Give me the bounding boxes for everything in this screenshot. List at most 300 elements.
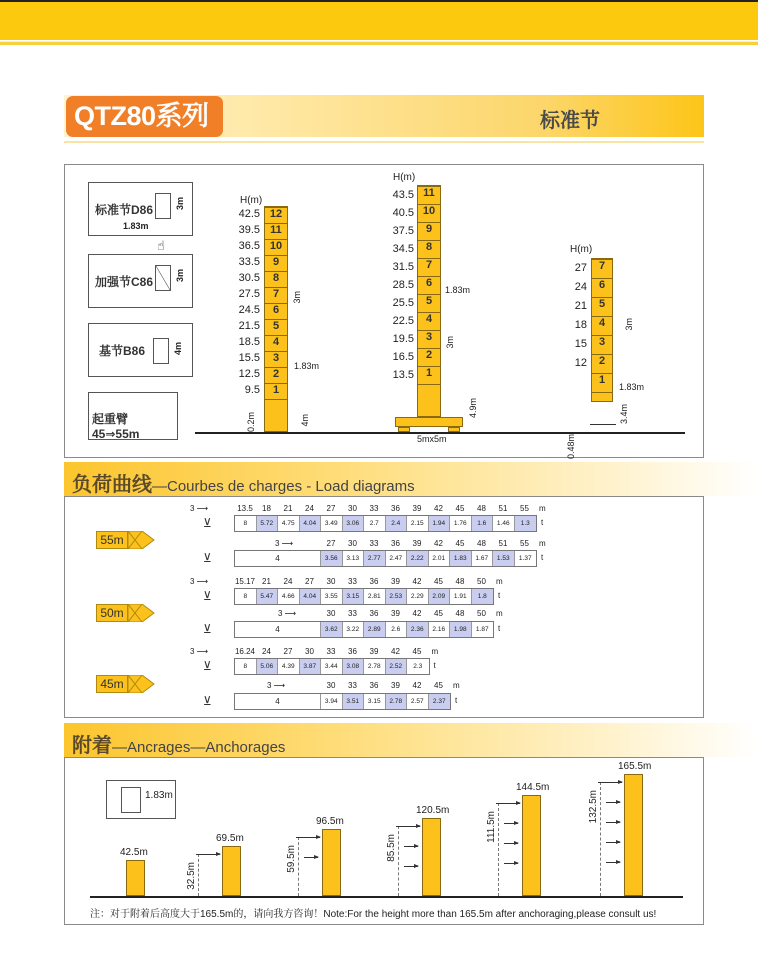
tower-segment: 5 bbox=[418, 294, 440, 312]
height-label: 27.5 bbox=[238, 288, 260, 300]
load-title-en: —Courbes de charges - Load diagrams bbox=[152, 478, 415, 495]
anchor-tower bbox=[522, 795, 541, 896]
legend-label: 加强节C86 bbox=[95, 275, 154, 289]
boom-length: 50m bbox=[96, 604, 128, 622]
load-cell: 2.01 bbox=[429, 551, 451, 566]
tower-base-segment bbox=[418, 384, 440, 418]
load-cell: 3.15 bbox=[364, 694, 386, 709]
legend-base-section bbox=[88, 323, 193, 377]
load-cell: 2.29 bbox=[407, 589, 429, 604]
unit-t: t bbox=[433, 661, 436, 670]
radius-start: 3 ⟶ bbox=[267, 681, 286, 690]
dim-section: 3m bbox=[445, 336, 455, 349]
anchor-tower bbox=[624, 774, 643, 896]
radius-value: 33 bbox=[369, 539, 379, 548]
tower-segment: 8 bbox=[265, 271, 287, 287]
unit-t: t bbox=[498, 624, 501, 633]
footnote: 注：对于附着后高度大于165.5m的，请向我方咨询！Note:For the height more than 165.5m after anchoraging,please consult us! bbox=[90, 909, 657, 920]
load-cell: 2.52 bbox=[386, 659, 408, 674]
dim-width: 1.83m bbox=[445, 285, 471, 295]
radius-value: 16.24 bbox=[234, 647, 256, 656]
radius-value: 42 bbox=[412, 681, 422, 690]
dim-width: 1.83m bbox=[619, 382, 645, 392]
chassis-wheel-right bbox=[448, 427, 460, 432]
radius-value: 21 bbox=[283, 504, 293, 513]
anchor-tower bbox=[322, 829, 341, 896]
tower-embedded bbox=[591, 258, 613, 402]
anchor-arrow-icon bbox=[496, 803, 520, 804]
anchor-legend bbox=[106, 780, 176, 819]
tower-base-segment bbox=[265, 399, 287, 433]
radius-value: 15.17 bbox=[234, 577, 256, 586]
tower-segment: 6 bbox=[265, 303, 287, 319]
legend-reinforced-section bbox=[88, 254, 193, 308]
height-label: 16.5 bbox=[392, 351, 414, 363]
load-cell: 4 bbox=[235, 622, 321, 637]
height-label: 9.5 bbox=[244, 384, 260, 396]
load-diagram-header bbox=[64, 462, 758, 496]
legend-label: 基节B86 bbox=[99, 344, 146, 358]
height-label: 13.5 bbox=[392, 369, 414, 381]
anchor-arrow-icon bbox=[606, 862, 620, 863]
load-table-50m-4fall bbox=[234, 588, 494, 605]
boom-tag-arrow-icon bbox=[128, 604, 156, 622]
radius-start-value: 3 bbox=[278, 609, 283, 618]
load-cell: 3.15 bbox=[343, 589, 365, 604]
radius-value: 27 bbox=[326, 539, 336, 548]
tower-segment: 5 bbox=[592, 297, 612, 316]
dim-base: 4m bbox=[300, 414, 310, 427]
load-cell: 4.75 bbox=[278, 516, 300, 531]
load-cell: 2.78 bbox=[364, 659, 386, 674]
load-cell: 1.46 bbox=[493, 516, 515, 531]
anchor-arrow-icon bbox=[504, 823, 518, 824]
height-label: 37.5 bbox=[392, 225, 414, 237]
anchor-arrow-icon bbox=[606, 802, 620, 803]
height-label: 36.5 bbox=[238, 240, 260, 252]
tower-segment: 4 bbox=[418, 312, 440, 330]
radius-value: 39 bbox=[369, 647, 379, 656]
load-cell: 2.09 bbox=[429, 589, 451, 604]
load-cell: 1.8 bbox=[472, 589, 494, 604]
radius-value: 27 bbox=[305, 577, 314, 586]
anchor-arrow-icon bbox=[396, 826, 420, 827]
radius-value: 30 bbox=[305, 647, 314, 656]
radius-value: 45 bbox=[434, 577, 443, 586]
radius-value: 39 bbox=[412, 504, 422, 513]
load-cell: 1.98 bbox=[450, 622, 472, 637]
radius-value: 33 bbox=[348, 577, 357, 586]
radius-start-value: 3 bbox=[190, 577, 195, 586]
tower-segment: 5 bbox=[265, 319, 287, 335]
radius-start-value: 3 bbox=[267, 681, 272, 690]
load-cell: 4 bbox=[235, 551, 321, 566]
load-cell: 2.53 bbox=[386, 589, 408, 604]
legend-standard-section bbox=[88, 182, 193, 236]
tower-segment: 10 bbox=[418, 204, 440, 222]
load-cell: 2.16 bbox=[429, 622, 451, 637]
tower-segment: 3 bbox=[265, 351, 287, 367]
dim-section: 3m bbox=[292, 291, 302, 304]
anchorage-header bbox=[64, 723, 758, 757]
section-shape bbox=[155, 265, 171, 291]
height-label: 15 bbox=[574, 338, 587, 350]
anchor-arrow-icon bbox=[606, 842, 620, 843]
anchor-arrow-icon bbox=[598, 782, 622, 783]
load-cell: 2.22 bbox=[407, 551, 429, 566]
radius-value: 45 bbox=[412, 647, 422, 656]
radius-start-value: 3 bbox=[275, 539, 280, 548]
load-cell: 1.67 bbox=[472, 551, 494, 566]
dim-height: 3m bbox=[175, 197, 185, 211]
radius-value: 39 bbox=[391, 577, 400, 586]
radius-start: 3 ⟶ bbox=[190, 647, 209, 656]
radius-value: 30 bbox=[348, 539, 357, 548]
unit-t: t bbox=[541, 518, 544, 527]
load-table-50m-2fall bbox=[234, 621, 494, 638]
two-fall-hook-icon: ⊻ bbox=[203, 551, 212, 565]
load-table-55m-4fall bbox=[234, 515, 537, 532]
radius-start-value: 3 bbox=[190, 504, 195, 513]
tower-segment: 3 bbox=[592, 335, 612, 354]
radius-value: 48 bbox=[455, 577, 465, 586]
load-cell: 3.22 bbox=[343, 622, 365, 637]
radius-value: 51 bbox=[498, 504, 508, 513]
load-cell: 3.08 bbox=[343, 659, 365, 674]
dim-base: 3.4m bbox=[619, 404, 629, 425]
anchor-arrow-icon bbox=[304, 857, 318, 858]
four-fall-hook-icon: ⊻ bbox=[203, 659, 212, 673]
radius-value: 42 bbox=[434, 539, 443, 548]
dim-offset: 0.2m bbox=[246, 412, 256, 433]
radius-value: 45 bbox=[434, 609, 443, 618]
top-banner-rule bbox=[0, 41, 758, 45]
height-label: 28.5 bbox=[392, 279, 414, 291]
load-cell: 2.78 bbox=[386, 694, 408, 709]
anchor-span-label: 32.5m bbox=[186, 862, 197, 890]
radius-value: 50 bbox=[477, 577, 486, 586]
load-cell: 2.3 bbox=[407, 659, 429, 674]
load-cell: 3.06 bbox=[343, 516, 365, 531]
unit-t: t bbox=[541, 553, 544, 562]
radius-value: 36 bbox=[369, 681, 379, 690]
radius-value: 42 bbox=[412, 577, 422, 586]
tower-segment: 4 bbox=[265, 335, 287, 351]
radius-value: 30 bbox=[326, 609, 336, 618]
anchor-ground-line bbox=[90, 896, 683, 898]
load-cell: 2.6 bbox=[386, 622, 408, 637]
load-cell: 2.15 bbox=[407, 516, 429, 531]
tower-segment: 1 bbox=[265, 383, 287, 399]
height-label: 39.5 bbox=[238, 224, 260, 236]
radius-value: 51 bbox=[498, 539, 508, 548]
load-cell: 4 bbox=[235, 694, 321, 709]
unit-m: m bbox=[539, 539, 546, 548]
chassis-base bbox=[395, 417, 463, 427]
tower-segment: 3 bbox=[418, 330, 440, 348]
radius-value: 33 bbox=[348, 681, 357, 690]
load-cell: 4.04 bbox=[300, 589, 322, 604]
anchor-arrow-icon bbox=[606, 822, 620, 823]
dim-footprint: 5mx5m bbox=[417, 434, 447, 444]
height-label: 34.5 bbox=[392, 243, 414, 255]
tower-height-label: 165.5m bbox=[618, 761, 652, 772]
load-cell: 8 bbox=[235, 659, 257, 674]
load-cell: 2.4 bbox=[386, 516, 408, 531]
anchor-tower bbox=[422, 818, 441, 896]
load-cell: 1.91 bbox=[450, 589, 472, 604]
dim-width: 1.83m bbox=[145, 790, 173, 801]
tower-fixed bbox=[264, 206, 288, 432]
radius-value: 50 bbox=[477, 609, 486, 618]
height-label: 43.5 bbox=[392, 189, 414, 201]
height-label: 27 bbox=[574, 262, 587, 274]
load-cell: 1.87 bbox=[472, 622, 494, 637]
dim-offset: 0.48m bbox=[566, 434, 576, 460]
load-cell: 8 bbox=[235, 589, 257, 604]
tower-segment: 1 bbox=[592, 373, 612, 392]
height-label: 24 bbox=[574, 281, 587, 293]
height-label: 22.5 bbox=[392, 315, 414, 327]
radius-value: 42 bbox=[412, 609, 422, 618]
dim-width: 1.83m bbox=[294, 361, 320, 371]
load-cell: 2.7 bbox=[364, 516, 386, 531]
dim-section: 3m bbox=[624, 318, 634, 331]
tower-segment: 2 bbox=[418, 348, 440, 366]
boom-length: 55m bbox=[96, 531, 128, 549]
radius-value: 45 bbox=[455, 539, 465, 548]
height-label: 24.5 bbox=[238, 304, 260, 316]
unit-m: m bbox=[539, 504, 546, 513]
legend-label: 起重臂 45⇒55m bbox=[92, 412, 140, 441]
tower-segment: 12 bbox=[265, 207, 287, 223]
tower-segment: 9 bbox=[418, 222, 440, 240]
load-cell: 3.62 bbox=[321, 622, 343, 637]
tower-segment: 11 bbox=[418, 186, 440, 204]
load-cell: 3.44 bbox=[321, 659, 343, 674]
radius-value: 39 bbox=[391, 681, 400, 690]
load-cell: 1.53 bbox=[493, 551, 515, 566]
dim-height: 4m bbox=[173, 342, 183, 356]
anchor-arrow-icon bbox=[196, 854, 220, 855]
anchor-span-label: 59.5m bbox=[286, 845, 297, 873]
series-title: QTZ80系列 bbox=[66, 96, 223, 137]
radius-value: 24 bbox=[305, 504, 314, 513]
anchor-arrow-icon bbox=[504, 863, 518, 864]
span-dimension-line bbox=[498, 803, 499, 896]
height-label: 30.5 bbox=[238, 272, 260, 284]
load-cell: 2.81 bbox=[364, 589, 386, 604]
anchor-tower bbox=[222, 846, 241, 896]
load-table-55m-2fall bbox=[234, 550, 537, 567]
radius-start: 3 ⟶ bbox=[190, 504, 209, 513]
height-label: 18 bbox=[574, 319, 587, 331]
dim-base: 4.9m bbox=[468, 398, 478, 419]
radius-value: 48 bbox=[477, 539, 486, 548]
load-cell: 1.94 bbox=[429, 516, 451, 531]
section-shape bbox=[155, 193, 171, 219]
radius-value: 48 bbox=[455, 609, 465, 618]
load-cell: 1.83 bbox=[450, 551, 472, 566]
legend-jib bbox=[88, 392, 178, 440]
unit-m: m bbox=[496, 609, 503, 618]
radius-value: 27 bbox=[326, 504, 336, 513]
anchor-span-label: 85.5m bbox=[386, 834, 397, 862]
height-label: 21 bbox=[574, 300, 587, 312]
load-table-45m-2fall bbox=[234, 693, 451, 710]
radius-value: 27 bbox=[283, 647, 293, 656]
radius-start: 3 ⟶ bbox=[190, 577, 209, 586]
load-cell: 3.94 bbox=[321, 694, 343, 709]
tower-height-label: 42.5m bbox=[120, 847, 148, 858]
height-axis-title: H(m) bbox=[570, 244, 593, 255]
anchor-arrow-icon bbox=[404, 846, 418, 847]
section-shape bbox=[153, 338, 169, 364]
unit-m: m bbox=[453, 681, 460, 690]
radius-start: 3 ⟶ bbox=[275, 539, 294, 548]
boom-length: 45m bbox=[96, 675, 128, 693]
anchor-span-label: 132.5m bbox=[588, 790, 599, 824]
legend-label: 标准节D86 bbox=[95, 203, 154, 217]
unit-t: t bbox=[498, 591, 501, 600]
anchor-arrow-icon bbox=[404, 866, 418, 867]
tower-segment: 6 bbox=[418, 276, 440, 294]
radius-value: 39 bbox=[391, 609, 400, 618]
radius-value: 45 bbox=[434, 681, 443, 690]
embedded-footing bbox=[590, 424, 616, 425]
load-cell: 2.36 bbox=[407, 622, 429, 637]
radius-value: 36 bbox=[369, 577, 379, 586]
radius-value: 45 bbox=[455, 504, 465, 513]
load-cell: 3.56 bbox=[321, 551, 343, 566]
tower-segment: 2 bbox=[265, 367, 287, 383]
boom-tag-arrow-icon bbox=[128, 531, 156, 549]
height-label: 42.5 bbox=[238, 208, 260, 220]
load-cell: 4.66 bbox=[278, 589, 300, 604]
dim-width: 1.83m bbox=[123, 221, 149, 231]
tower-mobile-base bbox=[417, 185, 441, 417]
load-cell: 3.13 bbox=[343, 551, 365, 566]
radius-value: 55 bbox=[520, 504, 529, 513]
height-label: 33.5 bbox=[238, 256, 260, 268]
span-dimension-line bbox=[600, 782, 601, 896]
load-cell: 1.37 bbox=[515, 551, 537, 566]
section-name: 标准节 bbox=[540, 110, 600, 132]
load-cell: 4.04 bbox=[300, 516, 322, 531]
load-cell: 5.47 bbox=[257, 589, 279, 604]
anchor-title-en: —Ancrages—Anchorages bbox=[112, 739, 286, 756]
radius-value: 30 bbox=[326, 681, 336, 690]
height-label: 19.5 bbox=[392, 333, 414, 345]
title-underline bbox=[64, 141, 704, 143]
load-cell: 3.55 bbox=[321, 589, 343, 604]
radius-value: 33 bbox=[369, 504, 379, 513]
two-fall-hook-icon: ⊻ bbox=[203, 622, 212, 636]
chassis-wheel-left bbox=[398, 427, 410, 432]
boom-tag-arrow-icon bbox=[128, 675, 156, 693]
two-fall-hook-icon: ⊻ bbox=[203, 694, 212, 708]
tower-segment: 7 bbox=[265, 287, 287, 303]
anchor-span-label: 111.5m bbox=[486, 811, 497, 843]
load-cell: 2.37 bbox=[429, 694, 451, 709]
radius-value: 18 bbox=[262, 504, 271, 513]
unit-m: m bbox=[496, 577, 503, 586]
radius-value: 33 bbox=[326, 647, 336, 656]
load-cell: 3.49 bbox=[321, 516, 343, 531]
height-label: 25.5 bbox=[392, 297, 414, 309]
height-axis-title: H(m) bbox=[393, 172, 416, 183]
height-label: 40.5 bbox=[392, 207, 414, 219]
radius-value: 21 bbox=[262, 577, 271, 586]
load-cell: 5.06 bbox=[257, 659, 279, 674]
tower-segment: 2 bbox=[592, 354, 612, 373]
tower-height-label: 144.5m bbox=[516, 782, 550, 793]
radius-value: 36 bbox=[369, 609, 379, 618]
tower-segment: 1 bbox=[418, 366, 440, 384]
height-label: 31.5 bbox=[392, 261, 414, 273]
radius-value: 42 bbox=[391, 647, 400, 656]
tower-height-label: 120.5m bbox=[416, 805, 450, 816]
height-axis-title: H(m) bbox=[240, 195, 263, 206]
tower-height-label: 69.5m bbox=[216, 833, 244, 844]
radius-start-value: 3 bbox=[190, 647, 195, 656]
four-fall-hook-icon: ⊻ bbox=[203, 516, 212, 530]
tower-segment: 9 bbox=[265, 255, 287, 271]
load-cell: 5.72 bbox=[257, 516, 279, 531]
radius-value: 42 bbox=[434, 504, 443, 513]
unit-m: m bbox=[431, 647, 439, 656]
load-cell: 3.87 bbox=[300, 659, 322, 674]
span-dimension-line bbox=[298, 837, 299, 896]
height-label: 12 bbox=[574, 357, 587, 369]
unit-t: t bbox=[455, 696, 458, 705]
span-dimension-line bbox=[398, 826, 399, 896]
dim-height: 3m bbox=[175, 269, 185, 283]
load-cell: 1.76 bbox=[450, 516, 472, 531]
height-label: 12.5 bbox=[238, 368, 260, 380]
radius-value: 33 bbox=[348, 609, 357, 618]
tower-segment: 10 bbox=[265, 239, 287, 255]
radius-value: 36 bbox=[391, 539, 400, 548]
tower-height-label: 96.5m bbox=[316, 816, 344, 827]
height-label: 18.5 bbox=[238, 336, 260, 348]
anchor-tower bbox=[126, 860, 145, 896]
radius-value: 36 bbox=[348, 647, 357, 656]
tower-segment: 4 bbox=[592, 316, 612, 335]
radius-value: 30 bbox=[348, 504, 357, 513]
top-banner bbox=[0, 0, 758, 40]
load-cell: 2.77 bbox=[364, 551, 386, 566]
tower-segment: 7 bbox=[418, 258, 440, 276]
anchor-title-cn: 附着 bbox=[72, 735, 112, 757]
anchor-arrow-icon bbox=[504, 843, 518, 844]
hand-cursor-icon: ☝ bbox=[157, 238, 165, 253]
radius-value: 13.5 bbox=[237, 504, 253, 513]
load-cell: 4.39 bbox=[278, 659, 300, 674]
radius-value: 48 bbox=[477, 504, 486, 513]
radius-value: 39 bbox=[412, 539, 422, 548]
span-dimension-line bbox=[198, 854, 199, 896]
anchor-arrow-icon bbox=[296, 837, 320, 838]
radius-value: 24 bbox=[262, 647, 271, 656]
height-label: 15.5 bbox=[238, 352, 260, 364]
radius-value: 36 bbox=[391, 504, 400, 513]
height-label: 21.5 bbox=[238, 320, 260, 332]
load-table-45m-4fall bbox=[234, 658, 430, 675]
radius-value: 24 bbox=[283, 577, 293, 586]
load-title-cn: 负荷曲线 bbox=[72, 474, 152, 496]
four-fall-hook-icon: ⊻ bbox=[203, 589, 212, 603]
